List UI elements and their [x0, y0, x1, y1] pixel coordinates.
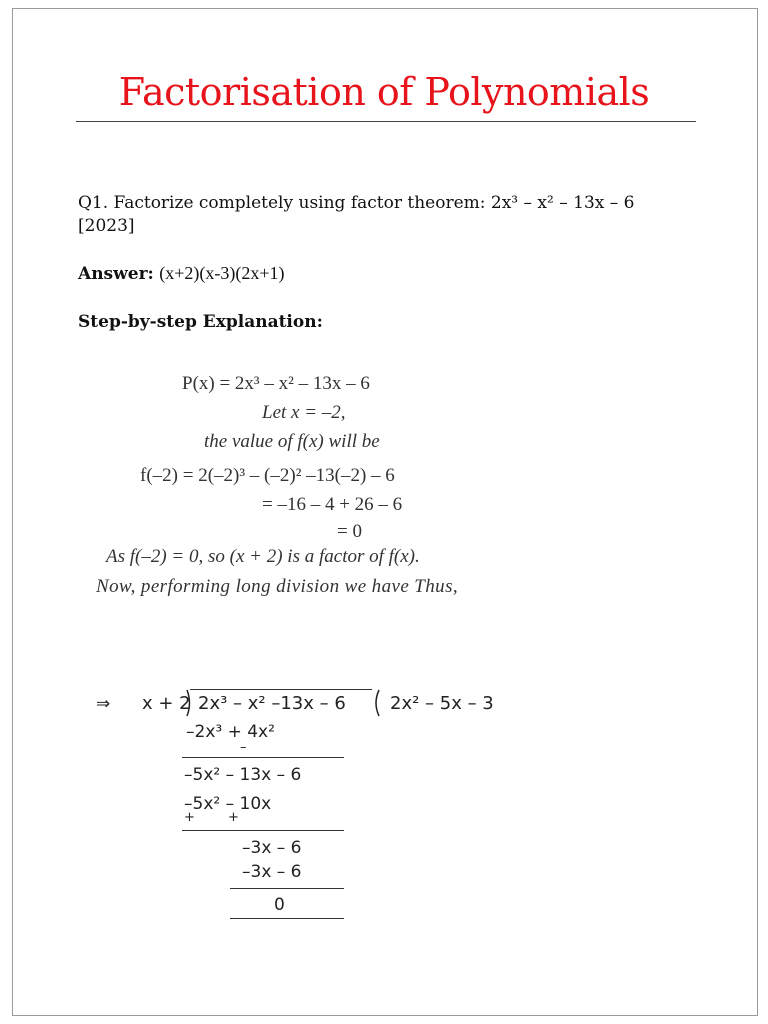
answer-line: [78, 263, 284, 284]
division-line-1: [182, 757, 344, 758]
question-statement: Q1. Factorize completely using factor theorem: 2x³ – x² – 13x – 6: [78, 193, 635, 213]
remainder: 0: [274, 895, 285, 915]
division-row-2: –5x² – 13x – 6: [184, 765, 302, 785]
question-year: [2023]: [78, 216, 135, 236]
steps-heading: Step-by-step Explanation:: [78, 312, 323, 332]
question-text: [78, 192, 698, 238]
quotient-bracket: [372, 689, 380, 717]
working-line-4: f(–2) = 2(–2)³ – (–2)² –13(–2) – 6: [140, 465, 395, 486]
division-row-5: –3x – 6: [242, 862, 302, 882]
working-line-7: As f(–2) = 0, so (x + 2) is a factor of f(x).: [106, 546, 420, 567]
division-row-4: –3x – 6: [242, 838, 302, 858]
division-bracket: [186, 689, 192, 717]
title-divider: [76, 121, 696, 122]
dividend: 2x³ – x² –13x – 6: [198, 693, 346, 714]
answer-label: Answer:: [78, 264, 154, 284]
division-line-4: [230, 918, 344, 919]
page-title: Factorisation of Polynomials: [118, 70, 650, 114]
implies-arrow: ⇒: [96, 694, 111, 714]
working-line-2: Let x = –2,: [262, 402, 346, 423]
dividend-overline: [190, 689, 372, 690]
answer-value: (x+2)(x-3)(2x+1): [159, 263, 285, 283]
add-signs: + +: [184, 810, 239, 825]
quotient: 2x² – 5x – 3: [390, 693, 494, 714]
working-line-3: the value of f(x) will be: [204, 431, 380, 452]
division-row-3: –5x² – 10x: [184, 794, 272, 814]
subtract-sign: –: [240, 740, 247, 755]
working-line-1: P(x) = 2x³ – x² – 13x – 6: [182, 373, 370, 394]
working-line-5: = –16 – 4 + 26 – 6: [262, 494, 403, 515]
working-line-6: = 0: [337, 521, 362, 542]
division-row-1: –2x³ + 4x²: [186, 722, 275, 742]
divisor: x + 2: [142, 693, 191, 714]
division-line-3: [230, 888, 344, 889]
working-line-8: Now, performing long division we have Thus,: [96, 576, 459, 597]
division-line-2: [182, 830, 344, 831]
